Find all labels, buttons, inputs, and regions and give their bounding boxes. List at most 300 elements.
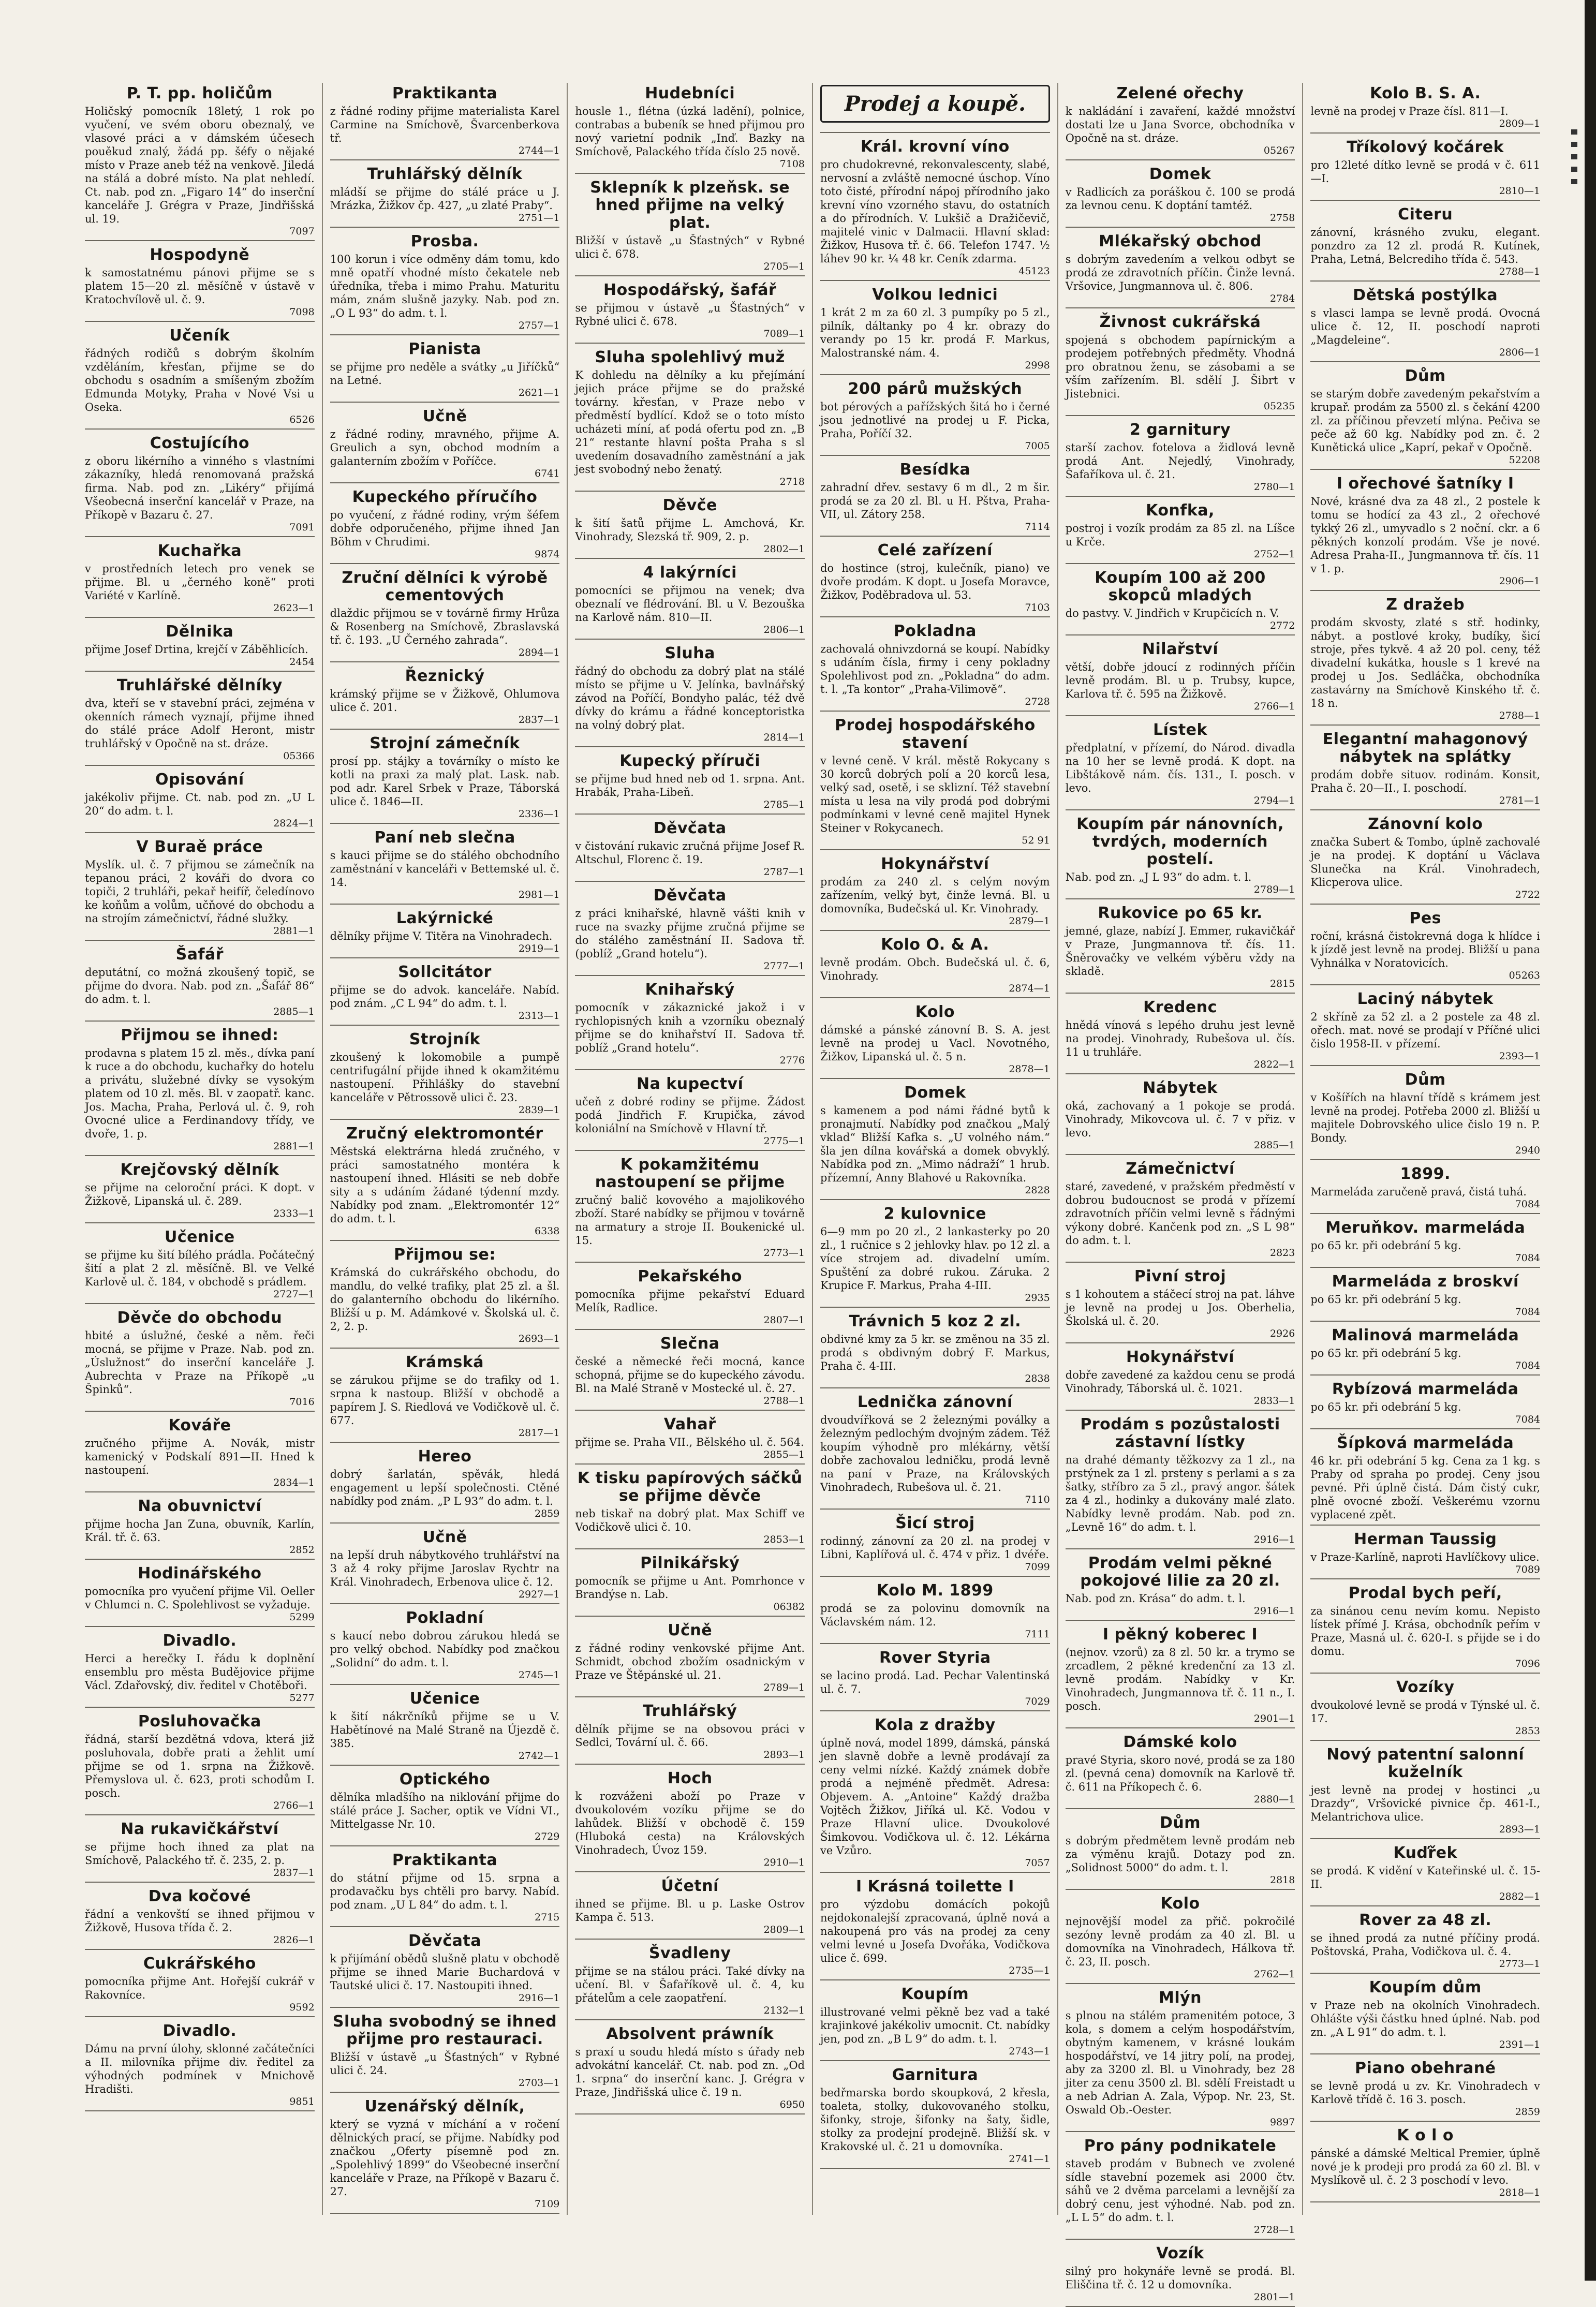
classified-ad <box>1310 1912 1540 1974</box>
ad-body: z řádné rodiny přijme materialista Karel Carmine na Smíchově, Švarcenberkova tř. <box>330 105 560 144</box>
ad-title: Sklepník k plzeňsk. se hned přijme na velký plat. <box>590 179 790 232</box>
ad-reference-number: 2822—1 <box>1253 1059 1295 1070</box>
ad-body: dlaždic přijmou se v továrně firmy Hrůza & Rosenberg na Smíchově, Zbraslavská tř. č. 193. „U Černého zahrada“. <box>330 607 560 646</box>
ad-title: Praktikanta <box>392 1851 498 1869</box>
ad-title: I pěkný koberec I <box>1102 1625 1258 1644</box>
classified-ad <box>330 964 560 1026</box>
ad-title: I Krásná toilette I <box>855 1877 1014 1896</box>
ad-title: Rukovice po 65 kr. <box>1098 904 1263 922</box>
classified-ad <box>85 1888 315 1950</box>
classified-ad <box>1066 721 1295 810</box>
ad-body: úplně nová, model 1899, dámská, pánská jen slavně dobře a levně prodávají za ceny velmi nízké. Každý známek dobře prodá a nejméně předmět. Adresa: Objevem. A. „Antoine“ Každý dražba Vojtěch Žižkov, Jiříká ul. Kč. Vodou v Praze Hlavní ulice. Dvoukolové Šimkovou. Vodičkova ul. č. 12. Lékárna ve Vzůro. <box>820 1737 1050 1857</box>
classified-ad <box>1310 816 1540 905</box>
classified-ad <box>575 1945 805 2020</box>
ad-title: Pes <box>1409 909 1442 927</box>
ad-title: Trávnich 5 koz 2 zl. <box>849 1312 1022 1330</box>
ad-title: Pivní stroj <box>1134 1267 1226 1285</box>
classified-ad <box>820 623 1050 712</box>
classified-ad <box>85 1632 315 1708</box>
ad-title: Král. krovní víno <box>860 138 1010 156</box>
ad-body: na drahé démanty těžkozvy za 1 zl., na prstýnek za 1 zl. prsteny s perlami a s za šatky, stříbro za 5 zl., pravý angor. šátek za 4 zl., hodinky a dukovány malé zlato. Nabídky levně prodám. Nab. pod zn. „Levně 16“ do adm. t. l. <box>1065 1454 1295 1533</box>
ad-title: Švadleny <box>648 1944 731 1962</box>
classified-ad <box>85 1821 315 1883</box>
ad-body: pro 12leté dítko levně se prodá v č. 611—I. <box>1310 159 1541 185</box>
ad-title: Kuďřek <box>1393 1844 1458 1862</box>
classified-ad <box>1066 816 1295 899</box>
ad-body: k samostatnému pánovi přijme se s platem 15—20 zl. měsíčně v ústavě v Kratochvílově ul. č. 9. <box>85 267 315 306</box>
classified-ad <box>330 1448 560 1524</box>
ad-reference-number: 05366 <box>283 750 315 762</box>
ad-title: Prodej hospodářského stavení <box>835 716 1036 752</box>
ad-title: Truhlářský dělník <box>367 165 523 183</box>
ad-reference-number: 05267 <box>1263 145 1295 156</box>
classified-ad <box>85 1955 315 2017</box>
ad-reference-number: 2919—1 <box>518 943 560 954</box>
ad-body: po vyučení, z řádné rodiny, vrým šéfem dobře odporučeného, přijme ihned Jan Böhm v Chrudimi. <box>330 509 560 548</box>
ad-body: s kamenem a pod námi řádné bytů k pronajmutí. Nabídky pod značkou „Malý vklad“ Bližší Kafka s. „U volného nám.“ šla jen dílna kovářská a domek obvyklý. Nabídka pod zn. „Mimo nádraží“ 1 hrub. přízemní, Anny Blahové u Rakovníka. <box>820 1104 1050 1184</box>
classified-ad <box>575 981 805 1070</box>
column-3 <box>567 83 812 2215</box>
ad-reference-number: 7084 <box>1515 1199 1541 1210</box>
ad-reference-number: 7097 <box>289 226 315 237</box>
ad-body: prodám skvosty, zlaté s stř. hodinky, nábyt. a postlové kroky, budíky, šicí stroje, přes tykvě. 4 až 20 pol. ceny, též divadelní kukátka, housle s 1 krevé na prodej u Jos. Sedláčka, obchodníka zastavárny na Smíchově Kinského tř. č. 18 n. <box>1310 616 1541 709</box>
ad-body: z oboru likérního a vinného s vlastními zákazníky, hledá renomovaná pražská firma. Nab. pod zn. „Likéry“ přijímá Všeobecná inserční kancelář v Praze, na Příkopě v Bazaru č. 27. <box>85 455 315 521</box>
classified-ad <box>820 2066 1050 2169</box>
ad-body: prodám dobře situov. rodinám. Konsit, Praha č. 20—II., I. poschodí. <box>1310 768 1541 794</box>
classified-ad <box>575 645 805 747</box>
ad-reference-number: 2807—1 <box>763 1314 805 1326</box>
ad-body: se zárukou přijme se do trafiky od 1. srpna k nastoup. Bližší v obchodě a papírem J. S. Riedlová ve Vodičkově ul. č. 677. <box>330 1374 560 1427</box>
classified-ad <box>1310 85 1540 134</box>
classified-ad <box>1066 1268 1295 1343</box>
ad-reference-number: 7057 <box>1025 1857 1050 1869</box>
classified-ad <box>1066 1555 1295 1621</box>
ad-body: pomocníka přijme pekařství Eduard Melík, Radlice. <box>575 1288 805 1314</box>
ad-reference-number: 7103 <box>1025 602 1050 613</box>
ad-body: dělník přijme se na obsovou práci v Sedlci, Tovární ul. č. 66. <box>575 1723 805 1749</box>
ad-body: se přijme na celoroční práci. K dopt. v Žižkově, Lipanská ul. č. 289. <box>85 1181 315 1207</box>
classified-ad <box>820 1878 1050 1980</box>
ad-reference-number: 2815 <box>1270 978 1295 989</box>
classified-ad <box>575 1877 805 1940</box>
ad-reference-number: 2828 <box>1025 1185 1050 1196</box>
ad-body: se ihned prodá za nutné příčiny prodá. Poštovská, Praha, Vodičkova ul. č. 4. <box>1310 1932 1541 1958</box>
ad-body: dobrý šarlatán, spěvák, hledá engagement u lepší společnosti. Ctěné nabídky pod znám. „P L 93“ do adm. t. l. <box>330 1468 560 1507</box>
ad-body: v levné ceně. V král. městě Rokycany s 30 korců dobrých polí a 20 korců lesa, velký sad, osetě, i se sklizní. Též stavební místa u lesa na vily prodá pod dobrými podmínkami v levné ceně majitel Hynek Steiner v Rokycanech. <box>820 755 1050 834</box>
classified-ad <box>330 910 560 958</box>
classified-ad <box>1310 1979 1540 2054</box>
ad-reference-number: 2839—1 <box>518 1104 560 1116</box>
ad-title: Prodám s pozůstalosti zástavní lístky <box>1080 1415 1280 1451</box>
classified-ad <box>1310 596 1540 726</box>
ad-body: jemné, glaze, nabízí J. Emmer, rukavičkář v Praze, Jungmannova tř. čís. 11. Šněrovačky ve velkém výběru vždy na skladě. <box>1065 925 1295 978</box>
ad-reference-number: 6526 <box>289 414 315 425</box>
ad-body: pomocníka přijme Ant. Hořejší cukrář v Rakovníce. <box>85 1975 315 2001</box>
ad-body: Marmeláda zaručeně pravá, čistá tuhá. <box>1310 1186 1527 1198</box>
ad-title: Piano obehrané <box>1354 2059 1496 2077</box>
ad-title: Koupím <box>901 1985 969 2003</box>
ad-title: Vozíky <box>1396 1678 1455 1696</box>
ad-title: Dělnika <box>166 623 234 641</box>
ad-title: V Buraě práce <box>136 838 263 856</box>
ad-body: se prodá. K vidění v Kateřinské ul. č. 15-II. <box>1310 1865 1541 1890</box>
classified-ad <box>575 752 805 815</box>
ad-title: Besídka <box>899 461 971 479</box>
ad-reference-number: 9592 <box>289 2002 315 2013</box>
classified-ad <box>1310 139 1540 201</box>
ad-reference-number: 2926 <box>1270 1328 1295 1339</box>
ad-body: z řádné rodiny venkovské přijme Ant. Schmidt, obchod zbožím osadnickým v Praze ve Štěpánské ul. 21. <box>575 1642 805 1681</box>
ad-reference-number: 6950 <box>779 2099 805 2110</box>
ad-title: Rover za 48 zl. <box>1359 1911 1492 1929</box>
ad-title: Dětská postýlka <box>1353 286 1498 304</box>
ad-title: Meruňkov. marmeláda <box>1325 1219 1526 1237</box>
ad-reference-number: 2885—1 <box>273 1006 315 1017</box>
classified-ad <box>1310 1531 1540 1579</box>
ad-title: Živnost cukrářská <box>1099 313 1261 331</box>
binding-marks <box>1571 129 1577 191</box>
classified-ad <box>575 349 805 492</box>
ad-title: Přijmou se ihned: <box>121 1026 279 1044</box>
ad-title: Pokladna <box>893 622 977 640</box>
ad-reference-number: 2757—1 <box>518 320 560 331</box>
ad-title: Tříkolový kočárek <box>1347 138 1504 156</box>
ad-title: Zelené ořechy <box>1116 84 1244 102</box>
ad-body: prodá se za polovinu domovník na Václavském nám. 12. <box>820 1602 1050 1628</box>
ad-title: Mlékařský obchod <box>1099 232 1262 250</box>
ad-reference-number: 2718 <box>779 476 805 487</box>
ad-reference-number: 2853—1 <box>763 1534 805 1545</box>
classified-ad <box>1310 287 1540 362</box>
classified-ad <box>820 717 1050 850</box>
ad-title: Garnitura <box>892 2066 979 2084</box>
ad-reference-number: 2818—1 <box>1499 2187 1541 2198</box>
ad-body: dělníka mladšího na niklování přijme do stálé práce J. Sacher, optik ve Vídni VI., Mittelgasse Nr. 10. <box>330 1791 560 1830</box>
classified-ad <box>820 286 1050 375</box>
ad-reference-number: 2742—1 <box>518 1750 560 1762</box>
ad-body: se přijmou v ústavě „u Šťastných“ v Rybné ulici č. 678. <box>575 302 805 328</box>
ad-body: levně na prodej v Praze čísl. 811—I. <box>1310 105 1509 117</box>
ad-body: hnědá vínová s lepého druhu jest levně na prodej. Vinohrady, Rubešova ul. čís. 11 u truhláře. <box>1065 1019 1295 1058</box>
ad-body: illustrované velmi pěkně bez vad a také krajinkové jakékoliv umocnit. Ct. nabídky jen, pod zn. „B L 9“ do adm. t. l. <box>820 2006 1050 2045</box>
ad-reference-number: 7005 <box>1025 440 1050 452</box>
ad-reference-number: 7099 <box>1025 1561 1050 1573</box>
ad-body: s 1 kohoutem a stáčecí stroj na pat. láhve je levně na prodej u Jos. Oberhelia, Školská ul. č. 20. <box>1065 1288 1295 1327</box>
ad-title: Sluha spolehlivý muž <box>595 348 785 366</box>
ad-reference-number: 05263 <box>1509 970 1541 981</box>
ad-body: přijme Josef Drtina, krejčí v Záběhlicích. <box>85 643 308 656</box>
ad-reference-number: 2823 <box>1270 1247 1295 1259</box>
classified-ad <box>1310 1219 1540 1268</box>
ad-reference-number: 2788—1 <box>763 1395 805 1407</box>
classified-ad <box>1066 641 1295 716</box>
ad-title: Dům <box>1405 1071 1446 1089</box>
classified-ad <box>575 1335 805 1411</box>
ad-title: Rover Styria <box>879 1649 991 1667</box>
ad-title: Dva kočové <box>148 1887 251 1905</box>
ad-title: Optického <box>399 1770 491 1788</box>
ad-title: Laciný nábytek <box>1357 990 1494 1008</box>
classified-ad <box>330 1354 560 1443</box>
ad-title: 4 lakýrníci <box>643 564 737 582</box>
ad-title: Prodal bych peří, <box>1348 1584 1502 1602</box>
page-edge-shadow <box>1585 0 1596 2281</box>
ad-title: Hospodářský, šafář <box>603 281 777 299</box>
ad-body: po 65 kr. při odebrání 5 kg. <box>1310 1293 1461 1306</box>
ad-title: Posluhovačka <box>138 1712 261 1731</box>
classified-ad <box>820 85 1050 133</box>
classified-ad <box>330 1932 560 2008</box>
ad-title: Dům <box>1160 1814 1201 1832</box>
ad-body: jakékoliv přijme. Ct. nab. pod zn. „U L 20“ do adm. t. l. <box>85 791 315 817</box>
ad-body: spojená s obchodem papírnickým a prodejem potřebných předměty. Vhodná pro obratnou ženu, se zásobami a se vším zařízením. Bl. sdělí J. Šibrt v Jistebnici. <box>1065 334 1295 400</box>
classified-ad <box>1310 910 1540 985</box>
ad-reference-number: 7016 <box>289 1396 315 1408</box>
ad-title: Zručný elektromontér <box>346 1125 543 1143</box>
ad-body: řádná, starší bezdětná vdova, která již posluhovala, dobře prati a žehlit umí přijme se od 1. srpna na Žižkově. Přemyslova ul. č. 623, proti schodům I. posch. <box>85 1733 315 1799</box>
ad-title: Nábytek <box>1143 1079 1218 1097</box>
ad-title: Lednička zánovní <box>857 1393 1013 1411</box>
classified-ad <box>85 1417 315 1492</box>
ad-title: Herman Taussig <box>1354 1530 1497 1548</box>
classified-ad <box>85 838 315 941</box>
ad-reference-number: 2826—1 <box>273 1934 315 1946</box>
classified-ad <box>85 542 315 618</box>
classified-ad <box>1310 1165 1540 1214</box>
ad-title: Citeru <box>1398 205 1453 224</box>
ad-body: prodavna s platem 15 zl. měs., dívka paní k ruce a do obchodu, kuchařky do hotelu a privátu, služebné dívky se vysokým platem od 10 zl. měs. Bl. v zaopatř. kanc. Jos. Macha, Praha, Perlová ul. č. 9, roh Ovocné ulice a Ferdinandovy třídy, ve dvoře, 1. p. <box>85 1047 315 1140</box>
ad-body: Nové, krásné dva za 48 zl., 2 postele k tomu se hodící za 43 zl., 2 ořechové tykký 26 zl., umyvadlo s 2 noční. ckr. a 6 pěkných konzolí prodám. Vše je nové. Adresa Praha-II., Jungmannova tř. čís. 11 v 1. p. <box>1310 495 1541 575</box>
classified-ad <box>85 246 315 322</box>
ad-title: Krejčovský dělník <box>120 1161 279 1179</box>
classified-ad <box>330 569 560 662</box>
ad-body: dělníky přijme V. Titěra na Vinohradech. <box>330 930 553 942</box>
ad-reference-number: 45123 <box>1018 265 1050 277</box>
ad-body: v Praze-Karlíně, naproti Havlíčkovy ulice. <box>1310 1551 1540 1563</box>
ad-reference-number: 2745—1 <box>518 1669 560 1681</box>
ad-title: Nový patentní salonní kuželník <box>1326 1746 1525 1781</box>
ad-body: 2 skříně za 52 zl. a 2 postele za 48 zl. ořech. mat. nové se prodají v Příčné ulici čislo 1958-II. v přízemí. <box>1310 1011 1541 1050</box>
ad-body: se přijme ku šití bílého prádla. Počátečný šití a plat 2 zl. měsíčně. Bl. ve Velké Karlově ul. č. 184, v obchodě s prádlem. <box>85 1249 315 1288</box>
ad-reference-number: 2789—1 <box>763 1682 805 1693</box>
ad-title: Slečna <box>660 1335 720 1353</box>
classified-ad <box>85 946 315 1022</box>
ad-reference-number: 2852 <box>289 1544 315 1556</box>
ad-title: Hospodyně <box>150 246 250 264</box>
ad-title: Paní neb slečna <box>374 829 515 847</box>
ad-title: Domek <box>904 1084 966 1102</box>
classified-ad <box>330 489 560 564</box>
ad-reference-number: 2998 <box>1025 360 1050 371</box>
ad-reference-number: 2758 <box>1270 212 1295 224</box>
classified-ad <box>1310 475 1540 591</box>
classified-ad <box>330 735 560 824</box>
ad-body: Městská elektrárna hledá zručného, v práci samostatného montéra k nastoupení ihned. Hlásiti se neb dobře sity a s udáním žádané týdenní mzdy. Nabídky pod znam. „Elektromontér 12“ do adm. t. l. <box>330 1145 560 1225</box>
ad-title: 1899. <box>1400 1165 1451 1183</box>
classified-ad <box>85 1229 315 1304</box>
ad-reference-number: 9851 <box>289 2096 315 2107</box>
ad-reference-number: 2623—1 <box>273 602 315 614</box>
ad-reference-number: 2744—1 <box>518 145 560 156</box>
ad-body: s praxí u soudu hledá místo s úřady neb advokátní kancelář. Ct. nab. pod zn. „Od 1. srpna“ do inserční kanc. J. Grégra v Praze, Jindřišská ulice č. 19 n. <box>575 2046 805 2098</box>
classified-ad <box>1066 569 1295 635</box>
ad-title: Učně <box>422 1528 467 1546</box>
ad-body: dvoudvířková se 2 železnými poválky a železným pedlochým dvojným zádem. Též koupím výhodně pro mlékárny, větší dobře zachovalou ledničku, prodá levně na paní v Praze, na Královských Vinohradech, Rubešova ul. č. 21. <box>820 1414 1050 1493</box>
classified-ad <box>330 1031 560 1120</box>
classified-ad <box>575 887 805 976</box>
ad-title: Učně <box>668 1621 713 1639</box>
ad-reference-number: 2787—1 <box>763 866 805 878</box>
ad-body: staré, zavedené, v pražském předměstí v dobrou budoucnost se prodá v přízemí zdravotních příčin velmi levně s řádnými výkony dobré. Kančenk pod zn. „S L 98“ do adm. t. l. <box>1065 1180 1295 1247</box>
ad-reference-number: 2752—1 <box>1253 549 1295 560</box>
ad-body: Herci a herečky I. řádu k doplnění ensemblu pro města Budějovice přijme Václ. Zdařovský, div. ředitel v Chotěboři. <box>85 1652 315 1692</box>
ad-reference-number: 2916—1 <box>1253 1605 1295 1617</box>
ad-title: Šicí stroj <box>895 1514 975 1532</box>
classified-ad <box>85 623 315 672</box>
classified-ad <box>1066 1416 1295 1549</box>
ad-body: Holičský pomocník 18letý, 1 rok po vyučení, ve svém oboru obeznalý, ve vlasové práci a v dámském účesech pouěkud znalý, žádá pp. šéfy o nějaké místo v Praze aneb též na venkově. Jiledá na stálá a dobré místo. Na plat nehledí. Ct. nab. pod zn. „Figaro 14“ do inserční kanceláře J. Grégra v Praze, Jindřišská ul. 19. <box>85 105 315 225</box>
classified-ad <box>1310 990 1540 1066</box>
classified-ad <box>1066 2137 1295 2240</box>
ad-reference-number: 2906—1 <box>1499 575 1541 587</box>
ad-reference-number: 6338 <box>534 1225 560 1237</box>
ad-reference-number: 2853 <box>1515 1725 1541 1737</box>
ad-body: k přijímání obědů slušně platu v obchodě přijme se ihned Marie Buchardová v Tautské ulici č. 17. Nastoupiti ihned. <box>330 1953 560 1992</box>
ad-body: deputátní, co možná zkoušený topič, se přijme do dvora. Nab. pod zn. „Šafář 86“ do adm. t. l. <box>85 966 315 1005</box>
classified-ad <box>820 1003 1050 1079</box>
ad-reference-number: 2762—1 <box>1253 1969 1295 1980</box>
ad-reference-number: 2879—1 <box>1009 915 1050 927</box>
classified-ad <box>820 1394 1050 1510</box>
ad-reference-number: 7029 <box>1025 1696 1050 1707</box>
ad-reference-number: 7089—1 <box>763 328 805 339</box>
ad-title: I ořechové šatníky I <box>1336 475 1514 493</box>
ad-reference-number: 2789—1 <box>1253 884 1295 895</box>
classified-ad <box>575 85 805 174</box>
ad-body: české a německé řeči mocná, kance schopná, přijme se do kupeckého závodu. Bl. na Malé Straně v Mostecké ul. č. 27. <box>575 1355 805 1395</box>
classified-ad <box>575 497 805 559</box>
ad-body: mládší se přijme do stálé práce u J. Mrázka, Žižkov čp. 427, „u zlaté Praby“. <box>330 186 560 212</box>
classified-ad <box>1310 367 1540 470</box>
ad-title: Elegantní mahagonový nábytek na splátky <box>1322 730 1528 766</box>
classified-ad <box>330 1771 560 1846</box>
ad-title: Učně <box>422 407 467 425</box>
ad-title: Kuchařka <box>157 542 242 560</box>
ad-reference-number: 2391—1 <box>1499 2039 1541 2050</box>
ad-body: bot pérových a pařížských šitá ho i černé jsou jednotlivé na prodej u F. Picka, Praha, Poříčí 32. <box>820 401 1050 440</box>
ad-reference-number: 2885—1 <box>1253 1140 1295 1151</box>
classified-ad <box>330 2013 560 2093</box>
ad-reference-number: 2775—1 <box>763 1135 805 1147</box>
ad-body: pomocníka pro vyučení přijme Vil. Oeller v Chlumci n. C. Spolehlivost se vyžaduje. <box>85 1585 315 1611</box>
ad-reference-number: 2776 <box>779 1055 805 1066</box>
classified-ad <box>575 1156 805 1263</box>
classified-ad <box>1066 502 1295 564</box>
ad-body: s vlasci lampa se levně prodá. Ovocná ulice č. 12, II. poschodí naproti „Magdeleine“. <box>1310 307 1541 346</box>
ad-title: 200 párů mužských <box>848 380 1023 398</box>
ad-body: postroj i vozík prodám za 85 zl. na Líšce u Krče. <box>1065 522 1295 548</box>
ad-title: Děvčata <box>653 819 727 837</box>
ad-reference-number: 2333—1 <box>273 1208 315 1219</box>
ad-body: roční, krásná čistokrevná doga k hlídce i k jízdě jest levně na prodej. Bližší u pana Vyhnálka v Noratovicích. <box>1310 930 1541 969</box>
ad-title: Koupím dům <box>1369 1978 1482 1997</box>
ad-reference-number: 7110 <box>1025 1494 1050 1505</box>
ad-body: se starým dobře zavedeným pekařstvím a krupař. prodám za 5500 zl. s čekání 4200 zl. za příčinou převzetí mlýna. Pečiva se peče až 60 kg. Nabídky pod zn. č. 2 Kunětická ulice „Kaprí, pekař v Opočně. <box>1310 388 1541 454</box>
classified-ad <box>575 1555 805 1617</box>
classified-ad <box>1310 206 1540 282</box>
ad-reference-number: 2728—1 <box>1253 2224 1295 2236</box>
ad-body: dobře zavedené za každou cenu se prodá Vinohrady, Táborská ul. č. 1021. <box>1065 1369 1295 1395</box>
ad-body: 100 korun i více odměny dám tomu, kdo mně opatří vhodné místo čekatele neb úředníka, třeba i mimo Prahu. Maturitu mám, znám slušně jazyky. Nab. pod zn. „O L 93“ do adm. t. l. <box>330 253 560 319</box>
classified-ad <box>575 1622 805 1697</box>
classified-ad <box>85 435 315 537</box>
column-5 <box>1057 83 1303 2303</box>
ad-body: do hostince (stroj, kulečník, piano) ve dvoře prodám. K dopt. u Josefa Moravce, Žižkov, Poděbradova ul. 53. <box>820 562 1050 601</box>
ad-reference-number: 2393—1 <box>1499 1051 1541 1062</box>
ad-reference-number: 2743—1 <box>1009 2046 1050 2057</box>
ad-body: po 65 kr. při odebrání 5 kg. <box>1310 1239 1461 1252</box>
ad-title: Malinová marmeláda <box>1332 1326 1519 1344</box>
ad-reference-number: 2777—1 <box>763 960 805 972</box>
classified-ad <box>1310 2127 1540 2202</box>
classified-ad <box>820 1986 1050 2061</box>
ad-reference-number: 7084 <box>1515 1360 1541 1371</box>
ad-title: Dům <box>1405 367 1446 385</box>
ad-body: do pastvy. V. Jindřich v Krupčicích n. V. <box>1065 607 1279 619</box>
ad-reference-number: 6741 <box>534 468 560 479</box>
classified-ad <box>85 1027 315 1156</box>
classified-ad <box>1066 421 1295 497</box>
ad-title: K pokamžitému nastoupení se přijme <box>595 1156 785 1191</box>
ad-title: Kredenc <box>1143 998 1217 1016</box>
ad-body: s dobrým zavedením a velkou odbyt se prodá ze zdravotních příčin. Činže levná. Vršovice, Jungmannova ul. č. 806. <box>1065 253 1295 292</box>
ad-title: Vahař <box>663 1415 716 1433</box>
ad-reference-number: 2814—1 <box>763 732 805 743</box>
ad-title: Kolo <box>915 1003 955 1021</box>
ad-reference-number: 2703—1 <box>518 2077 560 2089</box>
ad-reference-number: 2901—1 <box>1253 1713 1295 1724</box>
ad-title: Pianista <box>408 340 481 358</box>
ad-reference-number: 2729 <box>534 1831 560 1842</box>
ad-reference-number: 2806—1 <box>763 624 805 635</box>
ad-body: K dohledu na dělníky a ku přejímání jejich práce přijme se do pražské továrny. křesťan, v Praze nebo v předměstí bydlící. Kdož se o toto místo ucházeti míní, ať podá ofertu pod zn. „B 21“ restante hlavní pošta Praha s sl uvedením dosavadního zaměstnání a jak jest svobodný nebo ženatý. <box>575 369 805 476</box>
ad-body: zachovalá ohnivzdorná se koupí. Nabídky s udáním čísla, firmy i ceny pokladny Spolehlivost pod zn. „Pokladna“ do adm. t. l. „Ta kontor“ „Praha-Vilimově“. <box>820 643 1050 696</box>
classified-ad <box>1066 85 1295 160</box>
ad-body: řádných rodičů s dobrým školním vzděláním, křesťan, přijme se do obchodu s osadním a smíšeným zbožím Edmunda Motyky, Praha v Nové Vsi u Oseka. <box>85 347 315 413</box>
ad-body: k nakládání i zavaření, každé množství dostati lze u Jana Svorce, obchodníka v Opočně na st. dráze. <box>1065 105 1295 144</box>
ad-body: Myslík. ul. č. 7 přijmou se zámečník na tepanou práci, 2 kováři do dvora co topiči, 2 truhláři, pekař heifíř, čeledínovo ke koňům a volům, učňové do obchodu a na strojím zámečnictví, řádné služky. <box>85 859 315 925</box>
ad-body: předplatní, v přízemí, do Národ. divadla na 10 her se levně prodá. K dopt. na Libštákově nám. čís. 131., I. posch. v levo. <box>1065 742 1295 794</box>
ad-title: Učenice <box>164 1228 235 1246</box>
ad-title: Hokynářství <box>1126 1348 1235 1366</box>
ad-reference-number: 06382 <box>773 1601 805 1613</box>
ad-reference-number: 2880—1 <box>1253 1794 1295 1805</box>
classified-ad <box>330 341 560 403</box>
ad-body: zánovní, krásného zvuku, elegant. ponzdro za 12 zl. prodá R. Kutínek, Praha, Letná, Belcrediho třída č. 543. <box>1310 226 1541 265</box>
ad-reference-number: 2981—1 <box>518 889 560 900</box>
ad-reference-number: 2794—1 <box>1253 795 1295 806</box>
classified-ad <box>1066 1814 1295 1890</box>
ad-body: na lepší druh nábytkového truhlářství na 3 až 4 roky přijme Jaroslav Rychtr na Král. Vinohradech, Erbenova ulice č. 12. <box>330 1549 560 1588</box>
classified-ad <box>1066 1079 1295 1155</box>
ad-title: Pokladní <box>406 1609 484 1627</box>
ad-body: k šití šatů přijme L. Amchová, Kr. Vinohrady, Slezská tř. 909, 2. p. <box>575 517 805 543</box>
ad-title: Kolo B. S. A. <box>1369 84 1481 102</box>
classified-ad <box>575 820 805 882</box>
ad-title: Pro pány podnikatele <box>1084 2137 1277 2155</box>
ad-reference-number: 2859 <box>534 1508 560 1519</box>
ad-body: po 65 kr. při odebrání 5 kg. <box>1310 1401 1461 1413</box>
